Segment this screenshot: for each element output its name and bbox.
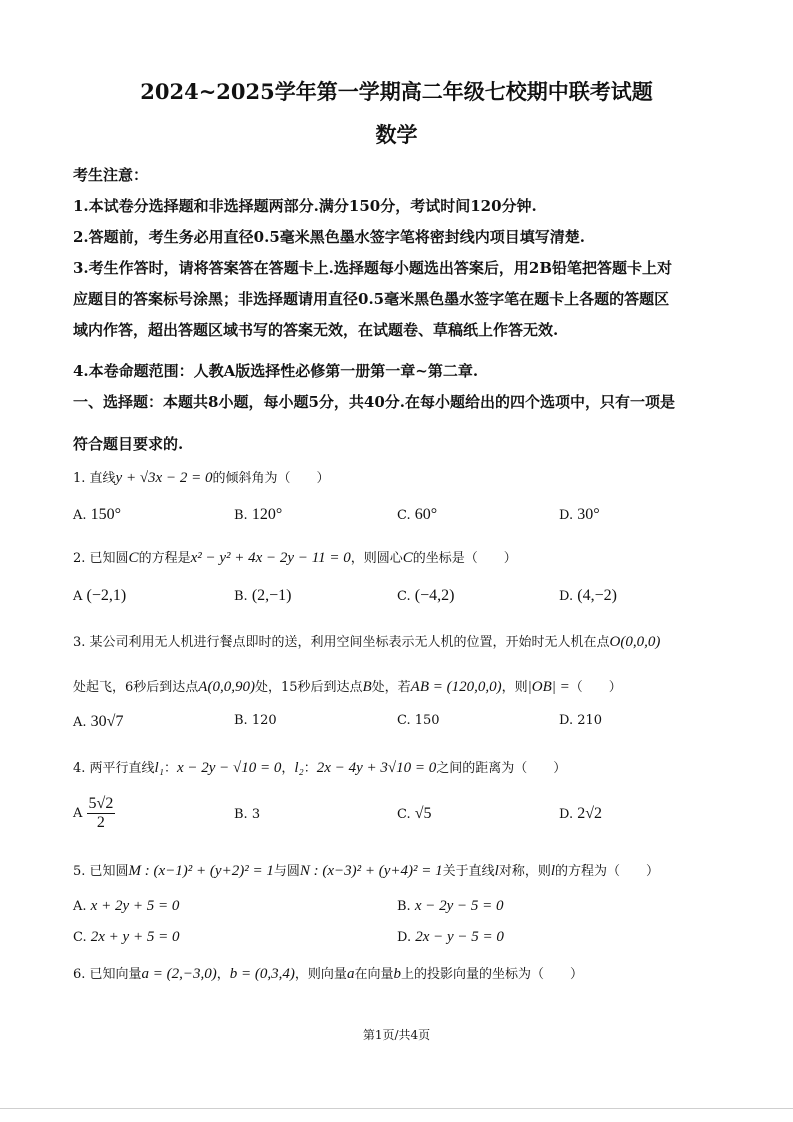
section-1-instructions-line-2: 符合题目要求的. [73, 435, 184, 453]
q3-option-b[interactable]: B. 120 [234, 713, 277, 728]
q2-option-b[interactable]: B. (2,−1) [234, 587, 292, 604]
notice-item-3-line-1: 3.考生作答时，请将答案答在答题卡上.选择题每小题选出答案后，用2B铅笔把答题卡上对 [73, 259, 673, 277]
q3-point-o: O(0,0,0) [609, 634, 661, 650]
q2-option-a[interactable]: A (−2,1) [73, 587, 127, 604]
q3-norm-ob: |OB| = [527, 679, 570, 695]
q5-circle-n: N : (x−3)² + (y+4)² = 1 [299, 863, 443, 879]
q2-circle-equation: x² − y² + 4x − 2y − 11 = 0 [190, 550, 351, 566]
q3-option-d[interactable]: D. 210 [559, 713, 603, 728]
exam-title: 2024~2025学年第一学期高二年级七校期中联考试题 [140, 79, 653, 104]
notice-item-4: 4.本卷命题范围：人教A版选择性必修第一册第一章~第二章. [73, 362, 479, 380]
subject-title: 数学 [375, 122, 418, 147]
q4-line-2-equation: 2x − 4y + 3√10 = 0 [316, 760, 437, 776]
question-5-stem: 5. 已知圆M : (x−1)² + (y+2)² = 1与圆N : (x−3)² + (y+4)² = 1关于直线l对称，则l的方程为（ ） [73, 863, 660, 879]
question-1-stem: 1. 直线y + √3x − 2 = 0的倾斜角为（ ） [73, 470, 330, 486]
page-bottom-divider [0, 1108, 793, 1109]
q1-line-equation: y + √3x − 2 = 0 [115, 470, 213, 486]
notice-item-1: 1.本试卷分选择题和非选择题两部分.满分150分，考试时间120分钟. [73, 197, 537, 215]
q6-vector-a: a = (2,−3,0) [141, 966, 217, 982]
page-number: 第1页/共4页 [362, 1028, 431, 1042]
q4-option-b[interactable]: B. 3 [234, 807, 261, 822]
question-6-stem: 6. 已知向量a = (2,−3,0)，b = (0,3,4)，则向量a在向量b上的投影向量的坐标为（ ） [73, 966, 583, 982]
q6-vector-b: b = (0,3,4) [229, 966, 295, 982]
notice-item-3-line-3: 域内作答，超出答题区域书写的答案无效，在试题卷、草稿纸上作答无效. [73, 321, 559, 339]
q3-vector-ab: AB = (120,0,0) [410, 679, 502, 695]
q3-option-c[interactable]: C. 150 [397, 713, 440, 728]
notice-heading: 考生注意： [73, 166, 149, 184]
q1-option-a[interactable]: A. 150° [73, 506, 122, 523]
q2-option-c[interactable]: C. (−4,2) [397, 587, 455, 604]
question-3-stem-line-2: 处起飞，6秒后到达点A(0,0,90)处，15秒后到达点B处，若AB = (120,0,0)，则|OB| =（ ） [73, 679, 622, 695]
q5-option-c[interactable]: C. 2x + y + 5 = 0 [73, 929, 180, 945]
question-3-stem-line-1: 3. 某公司利用无人机进行餐点即时的送，利用空间坐标表示无人机的位置，开始时无人机在点O(0,0,0) [73, 634, 661, 650]
q5-option-b[interactable]: B. x − 2y − 5 = 0 [397, 898, 504, 914]
question-4-stem: 4. 两平行直线l₁：x − 2y − √10 = 0，l₂：2x − 4y + 3√10 = 0之间的距离为（ ） [73, 760, 567, 776]
q2-option-d[interactable]: D. (4,−2) [559, 587, 617, 604]
q4-option-d[interactable]: D. 2√2 [559, 805, 603, 822]
q5-option-d[interactable]: D. 2x − y − 5 = 0 [397, 929, 504, 945]
q1-option-c[interactable]: C. 60° [397, 506, 438, 523]
q5-circle-m: M : (x−1)² + (y+2)² = 1 [128, 863, 274, 879]
q3-point-a: A(0,0,90) [198, 679, 255, 695]
question-2-stem: 2. 已知圆C的方程是x² − y² + 4x − 2y − 11 = 0，则圆心C的坐标是（ ） [73, 550, 517, 566]
q4-option-a[interactable]: A $\frac{5√2}{2}$ [73, 795, 114, 831]
q1-option-d[interactable]: D. 30° [559, 506, 600, 523]
notice-item-3-line-2: 应题目的答案标号涂黑；非选择题请用直径0.5毫米黑色墨水签字笔在题卡上各题的答题区 [73, 290, 670, 308]
section-1-instructions-line-1: 一、选择题：本题共8小题，每小题5分，共40分.在每小题给出的四个选项中，只有一项是 [73, 393, 675, 411]
notice-item-2: 2.答题前，考生务必用直径0.5毫米黑色墨水签字笔将密封线内项目填写清楚. [73, 228, 585, 246]
q5-option-a[interactable]: A. x + 2y + 5 = 0 [73, 898, 180, 914]
q1-option-b[interactable]: B. 120° [234, 506, 283, 523]
q4-line-1-equation: x − 2y − √10 = 0 [176, 760, 282, 776]
q4-option-c[interactable]: C. √5 [397, 805, 432, 822]
q3-option-a[interactable]: A. 30√7 [73, 713, 124, 730]
q4-option-a-fraction: $\frac{5√2}{2}$ [88, 795, 114, 831]
